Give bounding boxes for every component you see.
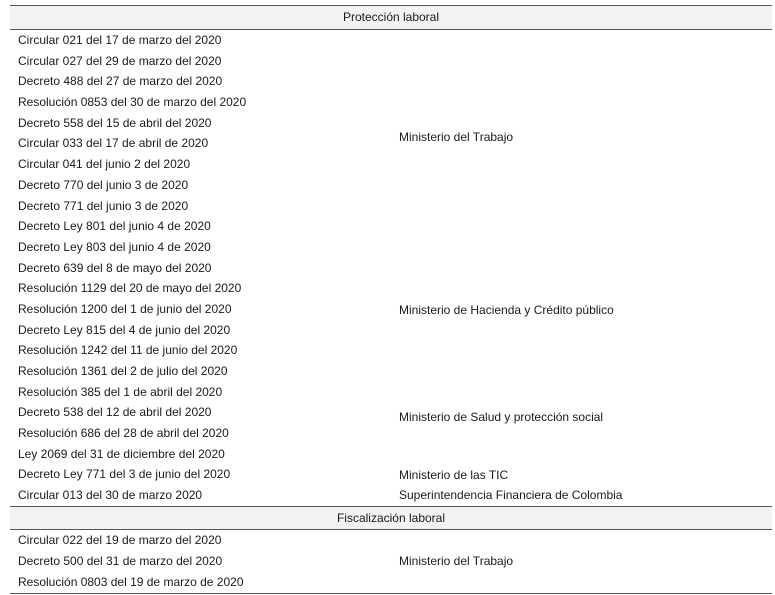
table-row: Resolución 686 del 28 de abril del 2020 (18, 426, 229, 441)
entity-label: Ministerio de Hacienda y Crédito público (399, 302, 614, 317)
table-row: Decreto Ley 815 del 4 de junio del 2020 (18, 322, 231, 337)
table-row: Decreto 558 del 15 de abril del 2020 (18, 115, 212, 130)
group-ministerio-hacienda (10, 258, 772, 382)
table-row: Decreto 639 del 8 de mayo del 2020 (18, 260, 212, 275)
table-row: Resolución 0853 del 30 de marzo del 2020 (18, 95, 247, 110)
table-row: Resolución 1361 del 2 de julio del 2020 (18, 364, 228, 378)
table-row: Circular 013 del 30 de marzo 2020 (18, 488, 203, 503)
table-row: Circular 033 del 17 de abril de 2020 (18, 136, 209, 151)
table-row: Circular 021 del 17 de marzo del 2020 (18, 33, 222, 47)
table-row: Decreto 771 del junio 3 de 2020 (18, 198, 189, 213)
table-row: Decreto Ley 801 del junio 4 de 2020 (18, 219, 211, 234)
table-row: Circular 041 del junio 2 del 2020 (18, 157, 191, 172)
table-row: Circular 027 del 29 de marzo del 2020 (18, 53, 222, 68)
table-row: Circular 022 del 19 de marzo del 2020 (18, 532, 222, 547)
table-row: Decreto 538 del 12 de abril del 2020 (18, 405, 212, 420)
table-row: Resolución 1200 del 1 de junio del 2020 (18, 301, 232, 316)
section-header: Protección laboral (10, 5, 772, 30)
group-ministerio-salud (10, 382, 772, 465)
table-row: Resolución 385 del 1 de abril del 2020 (18, 384, 223, 399)
table-row: Resolución 1129 del 20 de mayo del 2020 (18, 281, 242, 296)
table-row: Resolución 0803 del 19 de marzo de 2020 (18, 574, 244, 589)
table-row: Ley 2069 del 31 de diciembre del 2020 (18, 446, 225, 461)
entity-label: Superintendencia Financiera de Colombia (399, 488, 623, 503)
regulation-table (10, 5, 772, 594)
entity-label: Ministerio del Trabajo (399, 554, 514, 569)
section-fiscalizacion-laboral (10, 506, 772, 594)
table-row: Decreto Ley 803 del junio 4 de 2020 (18, 239, 211, 254)
group-ministerio-tic (10, 464, 772, 485)
table-row: Decreto 500 del 31 de marzo del 2020 (18, 553, 223, 568)
entity-label: Ministerio de Salud y protección social (399, 410, 604, 425)
section-proteccion-laboral (10, 5, 772, 506)
table-row: Decreto 488 del 27 de marzo del 2020 (18, 74, 223, 89)
group-ministerio-trabajo-2 (10, 530, 772, 593)
group-ministerio-trabajo (10, 30, 772, 258)
group-superfinanciera (10, 485, 772, 506)
table-row: Decreto 770 del junio 3 de 2020 (18, 177, 189, 192)
entity-label: Ministerio de las TIC (399, 467, 509, 482)
section-header: Fiscalización laboral (10, 506, 772, 530)
table-row: Resolución 1242 del 11 de junio del 2020 (18, 343, 238, 358)
table-row: Decreto Ley 771 del 3 de junio del 2020 (18, 467, 231, 482)
entity-label: Ministerio del Trabajo (399, 129, 514, 144)
